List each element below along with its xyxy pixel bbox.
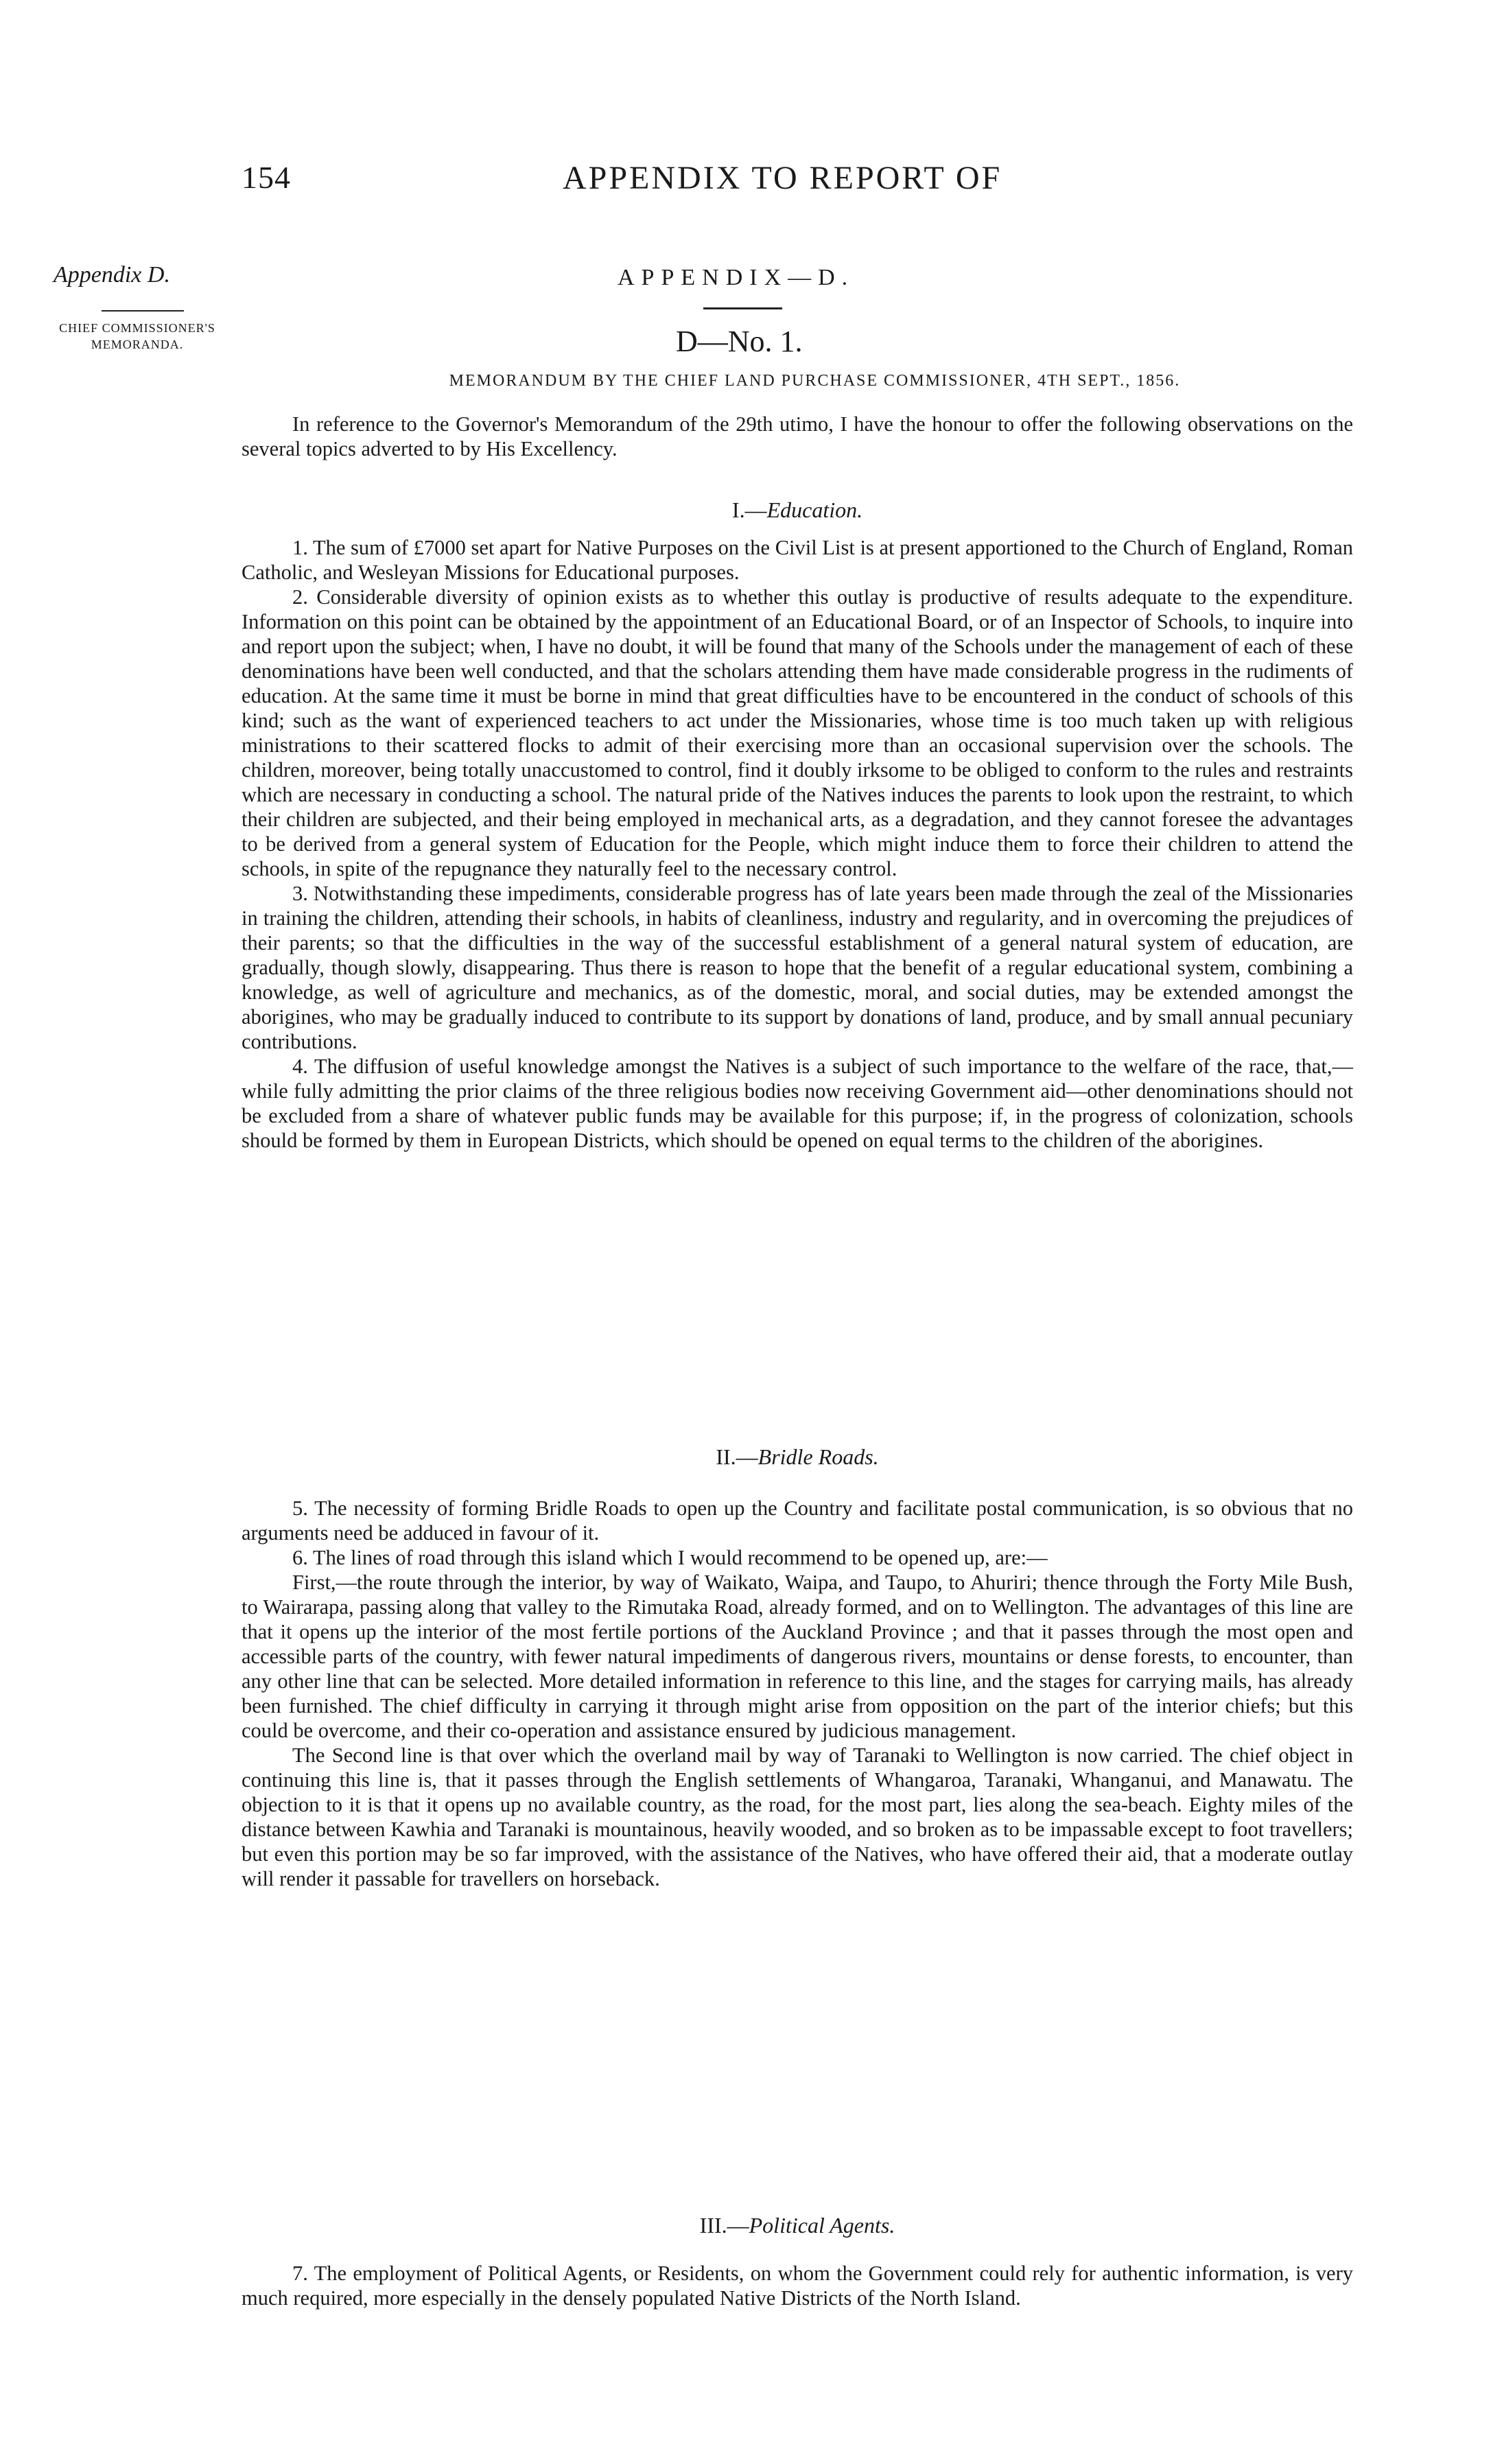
margin-note-line-2: MEMORANDA. [91,338,184,351]
section-number: III.— [699,2213,749,2238]
margin-appendix-label: Appendix D. [54,262,170,288]
section-body-education [242,535,1353,1153]
margin-note [7,320,268,353]
appendix-heading: APPENDIX—D. [618,265,855,290]
intro-text [242,412,1353,461]
page-number: 154 [242,160,291,195]
section-body-bridle-roads [242,1496,1353,1891]
paragraph: First,—the route through the interior, by way of Waikato, Waipa, and Taupo, to Ahuriri; thence through the Forty Mile Bush, to Wairarapa, passing along that valley to the Rimutaka Road, already formed, and on to Wellington. The advantages of this line are that it opens up the interior of the most fertile portions of the Auckland Province ; and that it passes through the most open and accessible parts of the country, with fewer natural impediments of dangerous rivers, mountains or dense forests, to encounter, than any other line that can be selected. More detailed information in reference to this line, and the stages for carrying mails, has already been furnished. The chief difficulty in carrying it through might arise from opposition on the part of the interior chiefs; but this could be overcome, and their co-operation and assistance ensured by judicious management. [242,1571,1353,1742]
margin-note-line-1: CHIEF COMMISSIONER'S [59,321,215,335]
document-number: D—No. 1. [676,325,803,358]
section-number: II.— [716,1444,758,1469]
section-title: Bridle Roads. [758,1444,879,1469]
paragraph: 4. The diffusion of useful knowledge amongst the Natives is a subject of such importance to the welfare of the race, that,—while fully admitting the prior claims of the three religious bodies now receiving Government aid—other denominations should not be excluded from a share of whatever public funds may be available for this purpose; if, in the progress of colonization, schools should be formed by them in European Districts, which should be opened on equal terms to the children of the aborigines. [242,1055,1353,1152]
section-title: Political Agents. [749,2213,895,2238]
paragraph: 5. The necessity of forming Bridle Roads to open up the Country and facilitate postal communication, is so obvious that no arguments need be adduced in favour of it. [242,1497,1353,1545]
intro-paragraph: In reference to the Governor's Memorandum of the 29th utimo, I have the honour to offer the following observations on the several topics adverted to by His Excellency. [242,412,1353,460]
section-body-political-agents [242,2261,1353,2310]
memo-title: MEMORANDUM BY THE CHIEF LAND PURCHASE COMMISSIONER, 4TH SEPT., 1856. [449,372,1181,390]
section-number: I.— [731,497,767,522]
paragraph: 3. Notwithstanding these impediments, considerable progress has of late years been made through the zeal of the Missionaries in training the children, attending their schools, in habits of cleanliness, industry and regularity, and in overcoming the prejudices of their parents; so that the difficulties in the way of the successful establishment of a general natural system of education, are gradually, though slowly, disappearing. Thus there is reason to hope that the benefit of a regular educational system, combining a knowledge, as well of agriculture and mechanics, as of the domestic, moral, and social duties, may be extended amongst the aborigines, who may be gradually induced to contribute to its support by donations of land, produce, and by small annual pecuniary contributions. [242,882,1353,1053]
margin-rule [102,310,184,312]
section-heading-education [242,497,1353,523]
paragraph: 6. The lines of road through this island which I would recommend to be opened up, are:— [292,1546,1048,1569]
paragraph: 7. The employment of Political Agents, or Residents, on whom the Government could rely for authentic information, is very much required, more especially in the densely populated Native Districts of the North Island. [242,2262,1353,2310]
paragraph: The Second line is that over which the overland mail by way of Taranaki to Wellington is now carried. The chief object in continuing this line is, that it passes through the English settlements of Whangaroa, Taranaki, Whanganui, and Manawatu. The objection to it is that it opens up no available country, as the road, for the most part, lies along the sea-beach. Eighty miles of the distance between Kawhia and Taranaki is mountainous, heavily wooded, and so broken as to be impassable except to foot travellers; but even this portion may be so far improved, with the assistance of the Natives, who have offered their aid, that a moderate outlay will render it passable for travellers on horseback. [242,1744,1353,1890]
section-title: Education. [766,497,863,522]
heading-rule [703,307,782,309]
section-heading-political-agents [242,2213,1353,2238]
section-heading-bridle-roads [242,1444,1353,1470]
paragraph: 1. The sum of £7000 set apart for Native Purposes on the Civil List is at present apportioned to the Church of England, Roman Catholic, and Wesleyan Missions for Educational purposes. [242,536,1353,584]
paragraph: 2. Considerable diversity of opinion exists as to whether this outlay is productive of results adequate to the expenditure. Information on this point can be obtained by the appointment of an Educational Board, or of an Inspector of Schools, to inquire into and report upon the subject; when, I have no doubt, it will be found that many of the Schools under the management of each of these denominations have been well conducted, and that the scholars attending them have made considerable progress in the rudiments of education. At the same time it must be borne in mind that great difficulties have to be encountered in the conduct of schools of this kind; such as the want of experienced teachers to act under the Missionaries, whose time is too much taken up with religious ministrations to their scattered flocks to admit of their exercising more than an occasional supervision over the schools. The children, moreover, being totally unaccustomed to control, find it doubly irksome to be obliged to conform to the rules and restraints which are necessary in conducting a school. The natural pride of the Natives induces the parents to look upon the restraint, to which their children are subjected, and their being employed in mechanical arts, as a degradation, and they cannot foresee the advantages to be derived from a general system of Education for the People, which might induce them to force their children to attend the schools, in spite of the repugnance they naturally feel to the necessary control. [242,585,1353,880]
running-title: APPENDIX TO REPORT OF [563,160,1002,196]
